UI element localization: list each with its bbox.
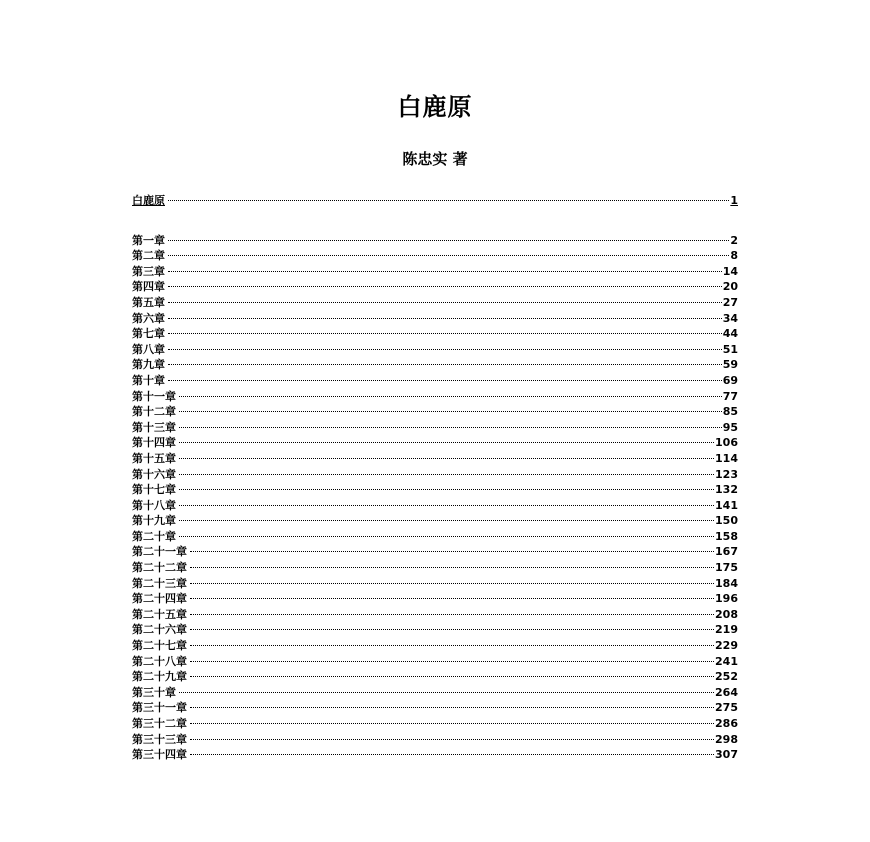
toc-entry-label: 第十五章 [132, 451, 176, 465]
toc-dot-leader [168, 254, 729, 256]
toc-entry-page: 167 [715, 545, 738, 559]
toc-dot-leader [190, 597, 714, 599]
toc-dot-leader [190, 613, 714, 615]
toc-entry-label: 第二十八章 [132, 654, 187, 668]
toc-entry-label: 第二十六章 [132, 623, 187, 637]
toc-entry-page: 141 [715, 498, 738, 512]
toc-entry-page: 59 [722, 358, 738, 372]
toc-entry-chapter[interactable] [132, 233, 738, 249]
toc-entry-page: 51 [722, 342, 738, 356]
toc-dot-leader [168, 285, 722, 287]
toc-entry-page: 264 [715, 685, 738, 699]
toc-entry-label: 第五章 [132, 295, 165, 309]
chapter-list [132, 233, 738, 763]
toc-dot-leader [179, 395, 722, 397]
toc-dot-leader [179, 691, 714, 693]
toc-dot-leader [179, 504, 714, 506]
toc-entry-chapter[interactable] [132, 685, 738, 701]
toc-dot-leader [190, 675, 714, 677]
book-title: 白鹿原 [397, 92, 473, 121]
toc-dot-leader [168, 363, 722, 365]
toc-entry-chapter[interactable] [132, 279, 738, 295]
toc-entry-label: 第二十七章 [132, 639, 187, 653]
toc-entry-label: 第四章 [132, 280, 165, 294]
toc-entry-label: 第二十二章 [132, 561, 187, 575]
toc-entry-page: 114 [715, 451, 738, 465]
toc-dot-leader [190, 628, 714, 630]
toc-entry-label: 白鹿原 [132, 194, 165, 207]
toc-entry-chapter[interactable] [132, 451, 738, 467]
toc-dot-leader [179, 473, 714, 475]
toc-entry-chapter[interactable] [132, 389, 738, 405]
toc-entry-label: 第十七章 [132, 483, 176, 497]
toc-entry-page: 1 [730, 194, 738, 207]
toc-dot-leader [168, 199, 729, 201]
toc-entry-chapter[interactable] [132, 654, 738, 670]
toc-entry-chapter[interactable] [132, 248, 738, 264]
toc-entry-label: 第六章 [132, 311, 165, 325]
toc-entry-chapter[interactable] [132, 544, 738, 560]
toc-entry-label: 第二十五章 [132, 607, 187, 621]
toc-entry-chapter[interactable] [132, 700, 738, 716]
toc-entry-label: 第十四章 [132, 436, 176, 450]
toc-dot-leader [190, 738, 714, 740]
toc-dot-leader [179, 426, 722, 428]
toc-dot-leader [168, 379, 722, 381]
toc-dot-leader [168, 270, 722, 272]
toc-entry-page: 208 [715, 607, 738, 621]
toc-entry-chapter[interactable] [132, 264, 738, 280]
toc-dot-leader [179, 457, 714, 459]
toc-entry-page: 123 [715, 467, 738, 481]
toc-entry-chapter[interactable] [132, 311, 738, 327]
toc-entry-label: 第一章 [132, 233, 165, 247]
toc-entry-label: 第三十一章 [132, 701, 187, 715]
toc-entry-page: 175 [715, 561, 738, 575]
toc-entry-page: 95 [722, 420, 738, 434]
toc-dot-leader [168, 301, 722, 303]
toc-entry-label: 第十六章 [132, 467, 176, 481]
toc-entry-chapter[interactable] [132, 373, 738, 389]
toc-entry-page: 14 [722, 264, 738, 278]
toc-entry-chapter[interactable] [132, 482, 738, 498]
toc-entry-page: 229 [715, 639, 738, 653]
toc-dot-leader [190, 706, 714, 708]
toc-entry-label: 第二十一章 [132, 545, 187, 559]
toc-entry-chapter[interactable] [132, 295, 738, 311]
toc-entry-label: 第三十三章 [132, 732, 187, 746]
toc-entry-page: 241 [715, 654, 738, 668]
toc-entry-page: 275 [715, 701, 738, 715]
table-of-contents [132, 193, 738, 763]
toc-entry-label: 第十八章 [132, 498, 176, 512]
toc-entry-chapter[interactable] [132, 747, 738, 763]
toc-entry-label: 第二十四章 [132, 592, 187, 606]
toc-entry-label: 第二十章 [132, 529, 176, 543]
book-author: 陈忠实 著 [402, 150, 468, 168]
toc-dot-leader [168, 332, 722, 334]
toc-entry-chapter[interactable] [132, 529, 738, 545]
toc-entry-label: 第十一章 [132, 389, 176, 403]
toc-entry-label: 第二十九章 [132, 670, 187, 684]
toc-dot-leader [168, 317, 722, 319]
toc-entry-chapter[interactable] [132, 357, 738, 373]
toc-entry-chapter[interactable] [132, 638, 738, 654]
toc-entry-chapter[interactable] [132, 669, 738, 685]
toc-entry-page: 307 [715, 748, 738, 762]
toc-dot-leader [190, 550, 714, 552]
toc-entry-label: 第九章 [132, 358, 165, 372]
toc-dot-leader [179, 535, 714, 537]
toc-entry-page: 286 [715, 717, 738, 730]
toc-entry-page: 27 [722, 295, 738, 309]
toc-entry-label: 第三章 [132, 264, 165, 278]
toc-entry-chapter[interactable] [132, 467, 738, 483]
toc-entry-chapter[interactable] [132, 326, 738, 342]
toc-dot-leader [190, 753, 714, 755]
toc-entry-chapter[interactable] [132, 591, 738, 607]
toc-entry-page: 219 [715, 623, 738, 637]
toc-entry-page: 150 [715, 514, 738, 528]
toc-dot-leader [179, 519, 714, 521]
toc-entry-page: 298 [715, 732, 738, 746]
toc-dot-leader [168, 348, 722, 350]
toc-entry-chapter[interactable] [132, 732, 738, 748]
toc-dot-leader [179, 488, 714, 490]
toc-entry-label: 第十九章 [132, 514, 176, 528]
toc-dot-leader [190, 582, 714, 584]
toc-entry-chapter[interactable] [132, 716, 738, 732]
toc-entry-label: 第二十三章 [132, 576, 187, 590]
toc-entry-chapter[interactable] [132, 435, 738, 451]
toc-dot-leader [190, 566, 714, 568]
toc-entry-label: 第十二章 [132, 405, 176, 419]
toc-entry-label: 第十三章 [132, 420, 176, 434]
toc-entry-label: 第十章 [132, 373, 165, 387]
toc-entry-chapter[interactable] [132, 560, 738, 576]
toc-entry-page: 34 [722, 311, 738, 325]
toc-entry-book[interactable] [132, 193, 738, 209]
toc-entry-label: 第七章 [132, 327, 165, 341]
toc-entry-page: 106 [715, 436, 738, 450]
toc-entry-chapter[interactable] [132, 513, 738, 529]
toc-entry-chapter[interactable] [132, 404, 738, 420]
toc-entry-page: 69 [722, 373, 738, 387]
toc-entry-page: 20 [722, 280, 738, 294]
toc-entry-page: 2 [730, 233, 738, 247]
toc-entry-label: 第八章 [132, 342, 165, 356]
toc-entry-page: 252 [715, 670, 738, 684]
toc-entry-page: 44 [722, 327, 738, 341]
toc-entry-label: 第三十二章 [132, 717, 187, 730]
toc-entry-chapter[interactable] [132, 342, 738, 358]
toc-dot-leader [168, 239, 729, 241]
toc-entry-chapter[interactable] [132, 622, 738, 638]
toc-entry-page: 132 [715, 483, 738, 497]
toc-dot-leader [190, 660, 714, 662]
toc-dot-leader [179, 441, 714, 443]
toc-entry-page: 8 [730, 249, 738, 263]
toc-dot-leader [190, 644, 714, 646]
toc-dot-leader [179, 410, 722, 412]
toc-entry-page: 158 [715, 529, 738, 543]
toc-entry-chapter[interactable] [132, 420, 738, 436]
toc-entry-page: 85 [722, 405, 738, 419]
toc-entry-chapter[interactable] [132, 607, 738, 623]
toc-entry-chapter[interactable] [132, 498, 738, 514]
toc-entry-page: 77 [722, 389, 738, 403]
toc-entry-label: 第三十四章 [132, 748, 187, 762]
toc-entry-label: 第二章 [132, 249, 165, 263]
toc-entry-label: 第三十章 [132, 685, 176, 699]
toc-dot-leader [190, 722, 714, 724]
toc-entry-page: 184 [715, 576, 738, 590]
toc-entry-chapter[interactable] [132, 576, 738, 592]
toc-entry-page: 196 [715, 592, 738, 606]
